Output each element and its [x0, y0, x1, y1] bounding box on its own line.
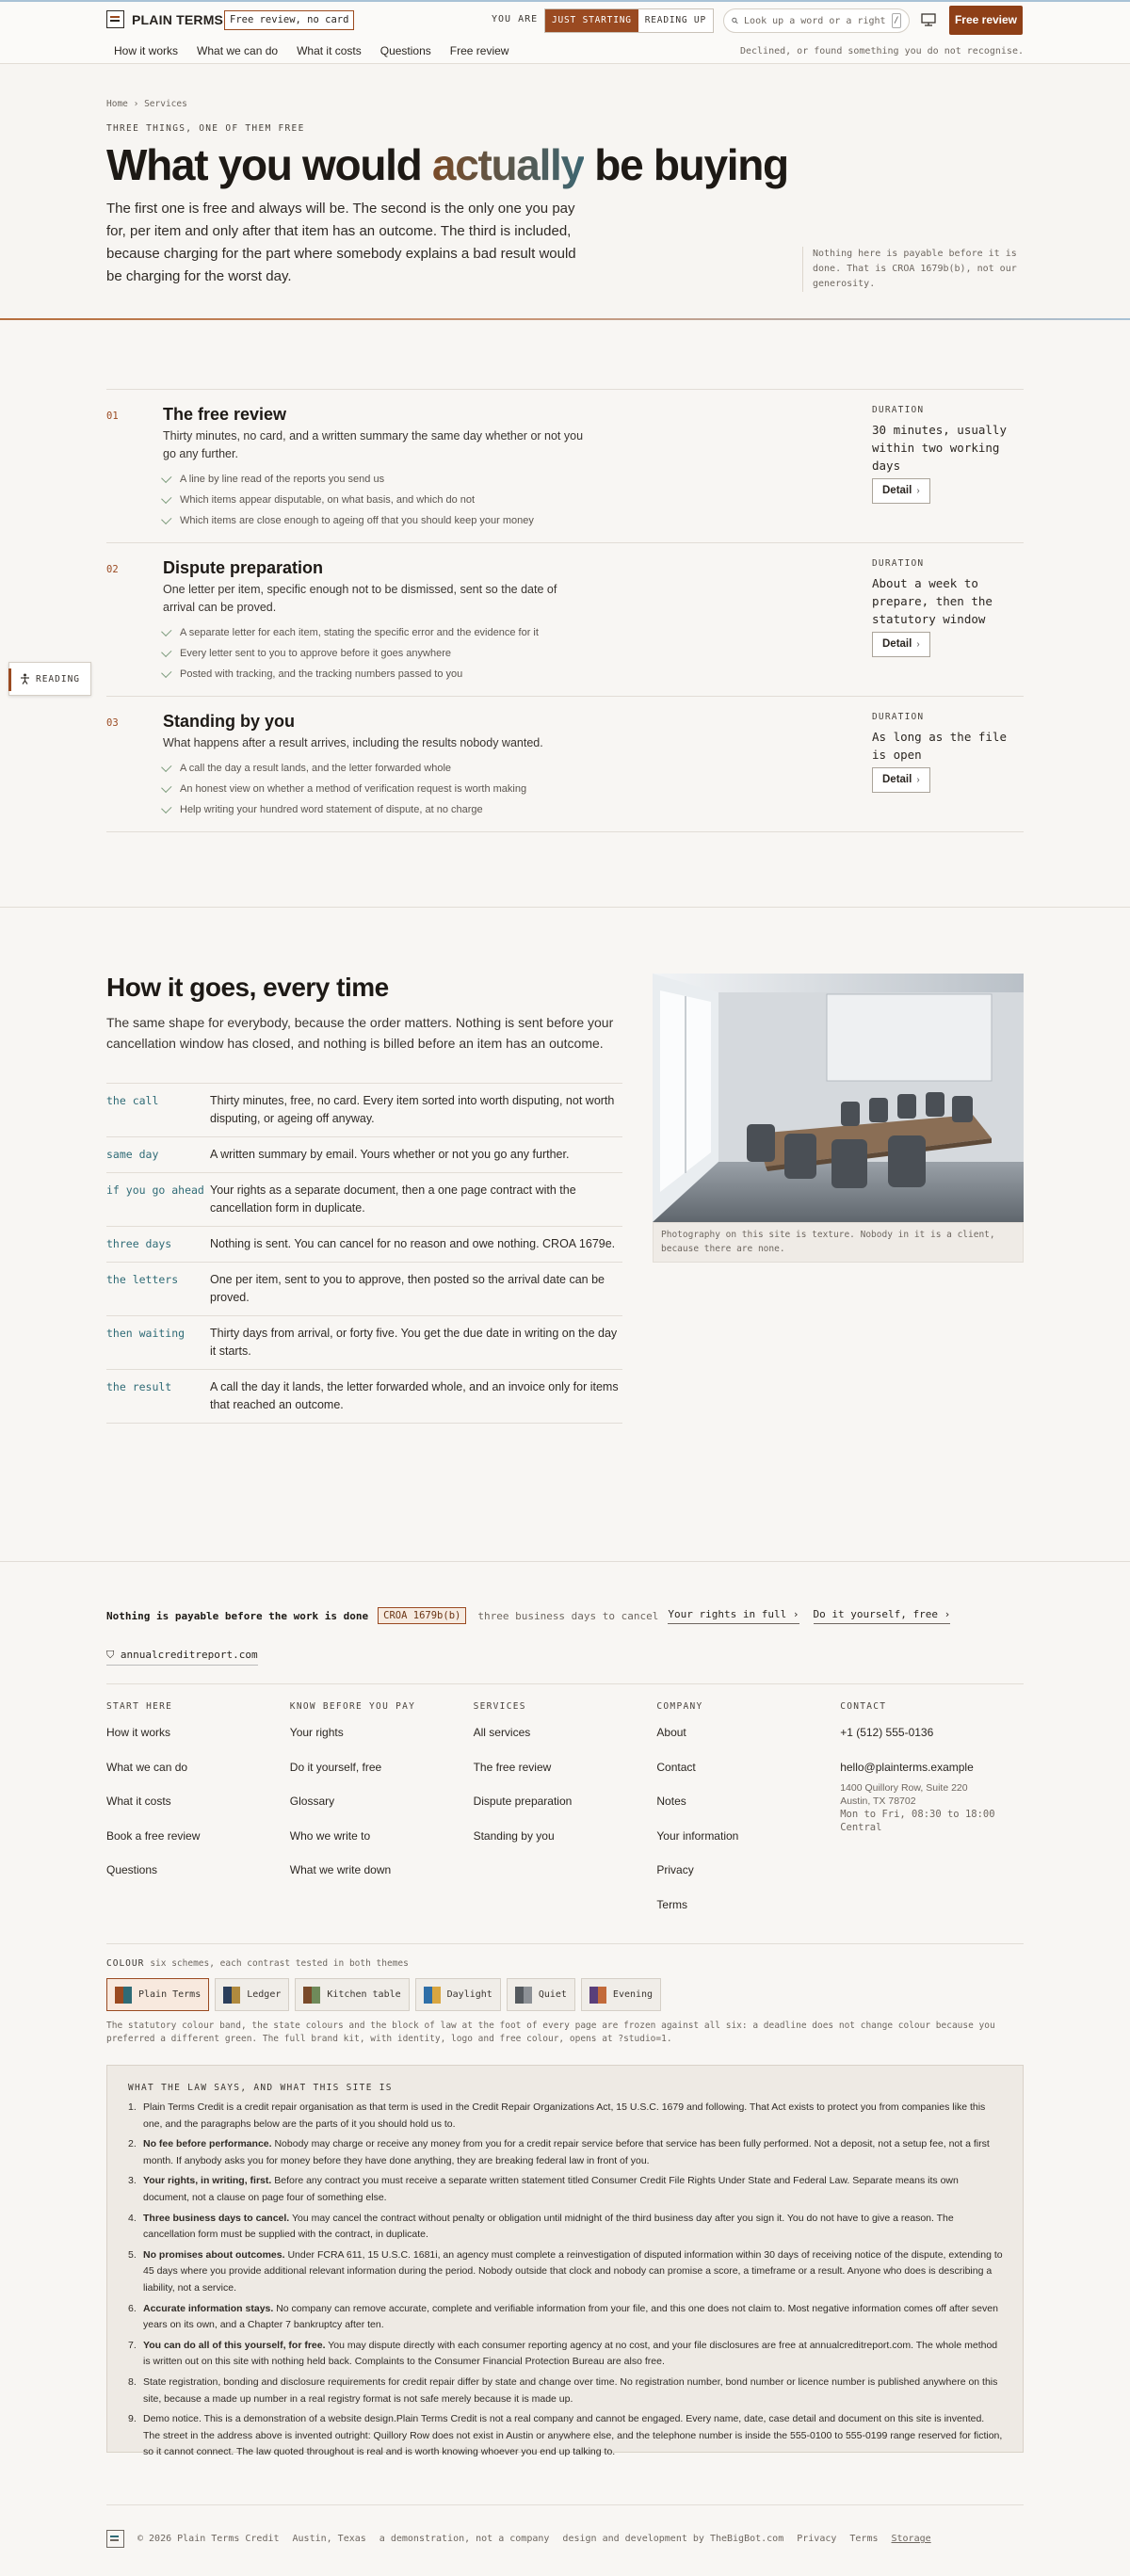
legal-item-number: 4. [128, 2212, 137, 2224]
site-header [0, 0, 1130, 64]
audience-label: YOU ARE [492, 14, 539, 24]
footer-link[interactable]: Your information [656, 1828, 739, 1843]
search-input[interactable] [723, 8, 910, 33]
breadcrumb-separator-icon: › [133, 99, 145, 109]
section-divider [0, 1561, 1130, 1562]
footer-bottom-bar [106, 2530, 1024, 2548]
step-description: Thirty days from arrival, or forty five. You get the due date in writing on the day it starts. [210, 1327, 618, 1358]
legal-item-number: 1. [128, 2101, 137, 2113]
legal-item [128, 2100, 1004, 2133]
colour-scheme-name: Ledger [247, 1989, 282, 2000]
service-inclusion-text: A call the day a result lands, and the letter forwarded whole [180, 763, 452, 774]
footer-link[interactable]: Dispute preparation [473, 1795, 573, 1808]
cancel-window-note: three business days to cancel [477, 1609, 659, 1622]
step-key: the call [106, 1094, 159, 1107]
legal-item-body: Demo notice. This is a demonstration of a website design.Plain Terms Credit is not a real company and cannot be engaged. Every name, date, case detail and document on this site is invented. The street in the address above is invented outright: Quillory Row does not exist in Austin or anywhere else, and the telephone number is inside the 555-0100 to 555-0199 range reserved for fiction, so it cannot connect. The law quoted throughout is real and is worth knowing whoever you end up talking to. [143, 2413, 1003, 2458]
service-title: Standing by you [163, 712, 296, 731]
duration-value: About a week to prepare, then the statutory window [872, 576, 993, 626]
footer-link[interactable]: Book a free review [106, 1828, 201, 1843]
footer-column [656, 1701, 840, 1930]
legal-item-text [143, 2247, 1004, 2297]
legal-item [128, 2173, 1004, 2206]
footer-divider [106, 1683, 1024, 1684]
annual-credit-report-link[interactable]: ⛉ annualcreditreport.com [106, 1649, 258, 1666]
legal-item-text [143, 2100, 1004, 2133]
footer-link[interactable]: Standing by you [473, 1828, 555, 1843]
legal-item [128, 2211, 1004, 2244]
logo-mark-icon [106, 10, 124, 28]
legal-heading: WHAT THE LAW SAYS, AND WHAT THIS SITE IS [128, 2083, 393, 2093]
legal-item-body: Under FCRA 611, 15 U.S.C. 1681i, an agency must complete a reinvestigation of disputed information within 30 days of receiving notice of the dispute, extending to 45 days where you provide additional relevant information during the period. Nobody outside that clock and nobody can promise a score, a timeframe or a result. Anyone who does is describing a liability, not a service. [143, 2248, 1003, 2294]
footer-link[interactable]: Privacy [656, 1863, 694, 1876]
step-description: A call the day it lands, the letter forwarded whole, and an invoice only for items that reached an outcome. [210, 1380, 619, 1411]
colour-swatch-icon [515, 1987, 532, 2004]
reading-label: READING [35, 673, 81, 684]
legal-item-number: 8. [128, 2375, 137, 2388]
page-title: What you would actually be buying [106, 140, 788, 189]
colour-scheme-name: Quiet [538, 1989, 567, 2000]
duration-value: As long as the file is open [872, 730, 1007, 762]
credit-link[interactable]: design and development by TheBigBot.com [562, 2534, 784, 2544]
legal-item-number: 5. [128, 2248, 137, 2261]
free-review-button[interactable]: Free review [949, 6, 1023, 35]
contact-hours: Mon to Fri, 08:30 to 18:00 Central [840, 1808, 995, 1833]
step-key: same day [106, 1148, 159, 1161]
payable-statement: Nothing is payable before the work is done [106, 1609, 369, 1622]
footer-link[interactable]: About [656, 1726, 686, 1739]
footer-column-heading: SERVICES [473, 1701, 526, 1712]
service-inclusion-item [163, 510, 1024, 531]
legal-item-lead: Three business days to cancel. [143, 2212, 290, 2224]
step-description: Your rights as a separate document, then a one page contract with the cancellation form in duplicate. [210, 1183, 576, 1215]
free-review-badge[interactable]: Free review, no card [224, 10, 354, 30]
breadcrumb [106, 99, 187, 109]
service-detail-button[interactable] [872, 478, 930, 504]
step-key: the letters [106, 1273, 179, 1286]
colour-swatch-icon [115, 1987, 132, 2004]
footer-logo-icon [106, 2530, 124, 2548]
legal-item-number: 3. [128, 2175, 137, 2187]
detail-label: Detail [882, 485, 912, 496]
legal-item-body: Before any contract you must receive a separate written statement titled Consumer Credit File Rights Under State and Federal Law. Separate means its own document, not a clause on page four of something else. [143, 2175, 959, 2203]
footer-link[interactable]: What we can do [106, 1760, 188, 1774]
process-step [106, 1315, 622, 1369]
how-section-title: How it goes, every time [106, 973, 389, 1002]
service-duration [872, 558, 1023, 657]
footer-columns [106, 1701, 1024, 1930]
legal-item-number: 2. [128, 2138, 137, 2150]
nav-how-it-works[interactable]: How it works [114, 44, 179, 57]
check-icon [161, 472, 171, 482]
duration-label: DURATION [872, 558, 925, 569]
service-detail-button[interactable] [872, 632, 930, 657]
contact-phone-link[interactable]: +1 (512) 555-0136 [840, 1726, 934, 1739]
legal-item-lead: No fee before performance. [143, 2138, 272, 2150]
step-description: Nothing is sent. You can cancel for no reason and owe nothing. CROA 1679e. [210, 1237, 616, 1250]
step-key: then waiting [106, 1327, 186, 1340]
step-description: One per item, sent to you to approve, then posted so the arrival date can be proved. [210, 1273, 605, 1304]
step-key: the result [106, 1380, 172, 1393]
footer-column [290, 1701, 474, 1930]
legal-item-text [143, 2411, 1004, 2461]
footer-column-heading: CONTACT [840, 1701, 887, 1712]
footer-link[interactable]: Questions [106, 1863, 158, 1876]
colour-scheme-name: Plain Terms [138, 1989, 202, 2000]
colour-scheme-option[interactable] [106, 1978, 209, 2011]
footer-link[interactable]: What we write down [289, 1863, 392, 1876]
colour-swatch-icon [589, 1987, 606, 2004]
services-list [106, 389, 1024, 832]
colour-swatch-icon [303, 1987, 320, 2004]
check-icon [161, 646, 171, 656]
check-icon [161, 492, 171, 503]
process-steps [106, 1083, 622, 1424]
service-number: 02 [106, 564, 119, 575]
conference-room-photo [653, 974, 1024, 1222]
breadcrumb-current: Services [144, 99, 187, 109]
service-duration [872, 405, 1023, 504]
legal-item-lead: No promises about outcomes. [143, 2248, 285, 2261]
breadcrumb-home[interactable]: Home [106, 99, 128, 109]
legal-item-lead: Accurate information stays. [143, 2302, 274, 2314]
legal-list [128, 2100, 1004, 2461]
duration-label: DURATION [872, 405, 925, 415]
legal-item-number: 6. [128, 2302, 137, 2314]
service-inclusion-text: Posted with tracking, and the tracking numbers passed to you [180, 668, 463, 680]
legal-item-body: State registration, bonding and disclosure requirements for credit repair differ by state and change over time. No registration number, bond number or licence number is published anywhere on this site, because a made up number in a real registry format is not safe merely because it is made up. [143, 2375, 998, 2405]
legal-item-lead: You can do all of this yourself, for free. [143, 2339, 326, 2351]
footer-column [474, 1701, 657, 1930]
shield-icon: ⛉ [106, 1649, 115, 1661]
colour-scheme-option[interactable] [295, 1978, 409, 2011]
nav-questions[interactable]: Questions [379, 44, 431, 57]
colour-scheme-option[interactable] [215, 1978, 289, 2011]
colour-scheme-heading: COLOUR six schemes, each contrast tested in both themes [106, 1958, 409, 1969]
section-divider [0, 907, 1130, 908]
legal-item-text [143, 2338, 1004, 2371]
service-description: Thirty minutes, no card, and a written summary the same day whether or not you go any further. [163, 429, 584, 460]
audience-toggle [544, 8, 714, 33]
step-description: A written summary by email. Yours whether or not you go any further. [210, 1148, 570, 1161]
nav-free-review[interactable]: Free review [449, 44, 509, 57]
legal-item-body: You may cancel the contract without penalty or obligation until midnight of the third business day after you sign it. You do not have to give a reason. The cancellation form must be supplied with the contract, in duplicate. [143, 2212, 954, 2241]
service-inclusion-text: Every letter sent to you to approve before it goes anywhere [180, 648, 451, 659]
footer-link[interactable]: What it costs [106, 1795, 171, 1808]
check-icon [161, 761, 171, 771]
service-inclusion-item [163, 799, 1024, 820]
step-key: three days [106, 1237, 172, 1250]
terms-link[interactable]: Terms [849, 2534, 879, 2544]
process-step [106, 1172, 622, 1226]
service-inclusion-item [163, 664, 1024, 684]
legal-item-text [143, 2173, 1004, 2206]
colour-scheme-option[interactable] [581, 1978, 661, 2011]
search-icon [732, 16, 738, 25]
contact-address-line-1: 1400 Quillory Row, Suite 220 [840, 1781, 968, 1794]
brand-logo[interactable] [106, 10, 223, 28]
colour-scheme-option[interactable] [507, 1978, 575, 2011]
header-help-link[interactable]: Declined, or found something you do not recognise. [739, 46, 1024, 56]
chevron-right-icon: › [916, 639, 920, 650]
check-icon [161, 667, 171, 677]
process-step [106, 1136, 622, 1172]
step-description: Thirty minutes, free, no card. Every item sorted into worth disputing, not worth disputing, or ageing off anyway. [210, 1094, 615, 1125]
sub-navigation [114, 44, 508, 57]
footer-link[interactable]: How it works [106, 1726, 171, 1739]
chevron-right-icon: › [916, 486, 920, 496]
service-title: The free review [163, 405, 287, 424]
process-step [106, 1369, 622, 1424]
service-detail-button[interactable] [872, 767, 930, 793]
check-icon [161, 802, 171, 813]
demo-note: a demonstration, not a company [379, 2534, 550, 2544]
croa-badge[interactable]: CROA 1679b(b) [378, 1607, 466, 1624]
legal-item [128, 2338, 1004, 2371]
service-inclusion-text: A separate letter for each item, stating the specific error and the evidence for it [180, 627, 539, 638]
service-inclusion-text: Which items are close enough to ageing off that you should keep your money [180, 515, 534, 526]
footer-link[interactable]: Your rights [289, 1726, 344, 1739]
legal-item-body: No company can remove accurate, complete and verifiable information from your file, and this one does not claim to. Most negative information comes off after seven years on its own, and a Chapter 7 bankruptcy after ten. [143, 2302, 998, 2331]
legal-item-text [143, 2211, 1004, 2244]
location: Austin, Texas [292, 2534, 366, 2544]
check-icon [161, 781, 171, 792]
rights-in-full-link[interactable]: Your rights in full › [668, 1608, 799, 1624]
footer-column-heading: COMPANY [656, 1701, 703, 1712]
colour-scheme-name: Evening [612, 1989, 654, 2000]
search-placeholder: Look up a word or a right [744, 15, 886, 26]
copyright: © 2026 Plain Terms Credit [137, 2534, 280, 2544]
service-title: Dispute preparation [163, 558, 324, 577]
detail-label: Detail [882, 638, 912, 650]
service-duration [872, 712, 1023, 793]
colour-swatch-icon [424, 1987, 441, 2004]
legal-item [128, 2411, 1004, 2461]
footer-column-contact [840, 1701, 1024, 1930]
hero-lede: The first one is free and always will be. The second is the only one you pay for, per item and only after that item has an outcome. The third is included, because charging for the part where somebody explains a bad result would be charging for the worst day. [106, 201, 576, 284]
footer-link[interactable]: Do it yourself, free [289, 1760, 382, 1774]
service-description: What happens after a result arrives, including the results nobody wanted. [163, 736, 543, 749]
nav-what-we-can-do[interactable]: What we can do [197, 44, 279, 57]
photo-caption: Photography on this site is texture. Nobody in it is a client, because there are none. [653, 1222, 1024, 1263]
chevron-right-icon: › [916, 775, 920, 785]
privacy-link[interactable]: Privacy [797, 2534, 837, 2544]
service-item [106, 542, 1024, 696]
legal-item [128, 2247, 1004, 2297]
duration-label: DURATION [872, 712, 925, 722]
footer-link[interactable]: The free review [473, 1760, 552, 1774]
footer-column-heading: KNOW BEFORE YOU PAY [289, 1701, 416, 1712]
legal-item-body: You may dispute directly with each consumer reporting agency at no cost, and your file disclosures are free at annualcreditreport.com. The whole method is written out on this site with nothing held back. Complaints to the Consumer Financial Protection Bureau are also free. [143, 2339, 998, 2368]
footer-column [106, 1701, 290, 1930]
storage-link[interactable]: Storage [891, 2534, 931, 2544]
reading-mode-toggle[interactable] [8, 662, 91, 696]
step-key: if you go ahead [106, 1183, 204, 1197]
footer-link[interactable]: Contact [656, 1760, 696, 1774]
service-number: 01 [106, 411, 119, 422]
service-inclusion-text: Help writing your hundred word statement of dispute, at no charge [180, 804, 483, 815]
legal-item-text [143, 2301, 1004, 2334]
nav-what-it-costs[interactable]: What it costs [297, 44, 362, 57]
colour-scheme-note: The statutory colour band, the state colours and the block of law at the foot of every page are frozen against all six: a deadline does not change colour because you preferred a different green. The full brand kit, with identity, logo and free colour, opens at ?studio=1. [106, 2021, 995, 2044]
footer-divider [106, 2504, 1024, 2505]
check-icon [161, 513, 171, 523]
colour-scheme-picker [106, 1978, 661, 2011]
legal-item-body: Nobody may charge or receive any money from you for a credit repair service before that service has been fully performed. Not a deposit, not a setup fee, not a first month. If anybody asks you for money before they have done anything, they are breaking federal law in front of you. [143, 2138, 990, 2166]
footer-link[interactable]: Who we write to [289, 1828, 371, 1843]
footer-summary-bar [106, 1607, 1024, 1624]
footer-link[interactable]: Terms [656, 1897, 688, 1911]
footer-link[interactable]: Glossary [289, 1795, 335, 1808]
service-inclusion-text: An honest view on whether a method of verification request is worth making [180, 783, 527, 795]
service-inclusion-text: Which items appear disputable, on what basis, and which do not [180, 494, 476, 506]
mode-just-starting[interactable]: JUST STARTING [545, 9, 638, 32]
footer-link[interactable]: All services [473, 1726, 531, 1739]
legal-item-number: 7. [128, 2339, 137, 2351]
check-icon [161, 625, 171, 636]
mode-reading-up[interactable]: READING UP [638, 9, 713, 32]
footer-link[interactable]: Notes [656, 1795, 686, 1808]
search-shortcut-key: / [892, 13, 901, 28]
hero-eyebrow: THREE THINGS, ONE OF THEM FREE [106, 123, 305, 134]
colour-scheme-name: Kitchen table [327, 1989, 401, 2000]
service-inclusion-text: A line by line read of the reports you send us [180, 474, 385, 485]
hero-aside-note: Nothing here is payable before it is done. That is CROA 1679b(b), not our generosity. [802, 247, 1019, 292]
colour-scheme-option[interactable] [415, 1978, 501, 2011]
service-description: One letter per item, specific enough not to be dismissed, sent so the date of arrival can be proved. [163, 583, 557, 614]
do-it-yourself-link[interactable]: Do it yourself, free › [814, 1608, 951, 1624]
process-step [106, 1262, 622, 1315]
reader-icon [20, 673, 30, 684]
legal-item-body: Plain Terms Credit is a credit repair organisation as that term is used in the Credit Repair Organizations Act, 15 U.S.C. 1679 and following. That Act exists to protect you from companies like this one, and the paragraphs below are the parts of it you should hold us to. [143, 2101, 986, 2130]
legal-item [128, 2301, 1004, 2334]
legal-item [128, 2136, 1004, 2169]
legal-disclosure-box [106, 2065, 1024, 2458]
brand-name: PLAIN TERMS [132, 11, 224, 27]
footer-column-heading: START HERE [106, 1701, 173, 1712]
colour-scheme-name: Daylight [446, 1989, 492, 2000]
service-item [106, 696, 1024, 832]
display-settings-icon[interactable] [920, 11, 937, 28]
legal-item-text [143, 2136, 1004, 2169]
legal-item-number: 9. [128, 2413, 137, 2425]
hero-section [0, 64, 1130, 320]
service-item [106, 389, 1024, 542]
legal-item-text [143, 2375, 1004, 2407]
process-step [106, 1083, 622, 1136]
colour-swatch-icon [223, 1987, 240, 2004]
service-number: 03 [106, 717, 119, 729]
detail-label: Detail [882, 774, 912, 785]
how-section-description: The same shape for everybody, because the order matters. Nothing is sent before your cancellation window has closed, and nothing is billed before an item has an outcome. [106, 1015, 614, 1051]
footer-divider [106, 1943, 1024, 1944]
legal-item-lead: Your rights, in writing, first. [143, 2175, 272, 2187]
contact-address-line-2: Austin, TX 78702 [840, 1795, 916, 1807]
legal-item [128, 2375, 1004, 2407]
process-step [106, 1226, 622, 1262]
contact-email-link[interactable]: hello@plainterms.example [840, 1760, 974, 1774]
duration-value: 30 minutes, usually within two working days [872, 423, 1007, 473]
